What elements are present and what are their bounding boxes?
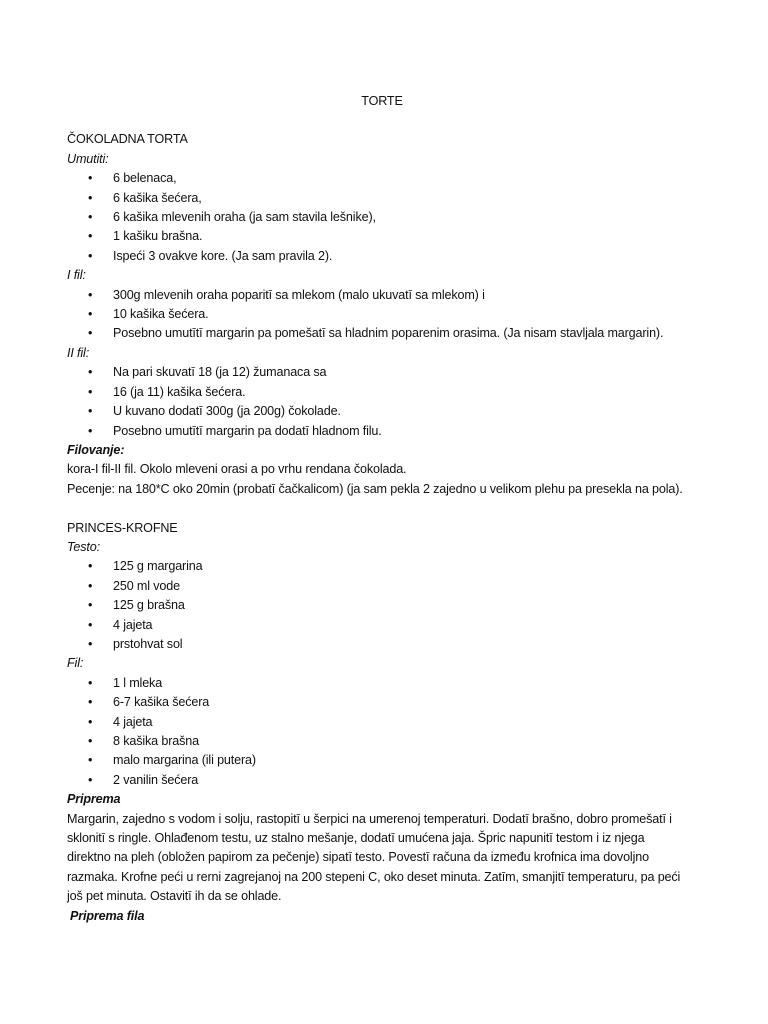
priprema-paragraph [67, 810, 707, 907]
ingredient-list-fil-2 [67, 363, 707, 441]
list-item [67, 422, 707, 441]
list-item [67, 324, 707, 343]
bullet-icon: • [88, 675, 93, 690]
list-item-text: 16 (ja 11) kašika šećera. [113, 384, 246, 399]
section-gap [67, 499, 707, 518]
list-item-text: Posebno umutītī margarin pa pomešatī sa hladnim poparenim orasima. (Ja nisam stavljala margarin). [113, 326, 664, 341]
list-item-text: 6 kašika šećera, [113, 190, 202, 205]
list-item [67, 596, 707, 615]
bullet-icon: • [88, 171, 93, 186]
list-item [67, 693, 707, 712]
list-item-text: 250 ml vode [113, 578, 180, 593]
ingredient-list-testo [67, 557, 707, 654]
list-item-text: 6-7 kašika šećera [113, 695, 210, 710]
bullet-icon: • [88, 229, 93, 244]
list-item-text: prstohvat sol [113, 636, 183, 651]
bullet-icon: • [88, 384, 93, 399]
bullet-icon: • [88, 190, 93, 205]
bullet-icon: • [88, 636, 93, 651]
bullet-icon: • [88, 714, 93, 729]
list-item [67, 732, 707, 751]
list-item [67, 286, 707, 305]
pecenje-text: Pecenje: na 180*C oko 20min (probatī čačkalicom) (ja sam pekla 2 zajedno u velikom plehu pa presekla na pola). [67, 481, 683, 496]
bullet-icon: • [88, 559, 93, 574]
recipe-cokoladna-torta [67, 130, 707, 499]
list-item-text: Ispeći 3 ovakve kore. (Ja sam pravila 2). [113, 248, 333, 263]
document-title: TORTE [361, 94, 403, 108]
bullet-icon: • [88, 772, 93, 787]
paragraph-line: direktno na pleh (obložen papirom za pečenje) sipatī testo. Povestī računa da između krofnica ima dovoljno [67, 850, 649, 865]
list-item [67, 557, 707, 576]
recipe-title: ČOKOLADNA TORTA [67, 132, 188, 147]
list-item-text: 6 belenaca, [113, 171, 177, 186]
section-label-filovanje: Filovanje: [67, 442, 125, 457]
list-item [67, 402, 707, 421]
list-item-text: 1 l mleka [113, 675, 163, 690]
ingredient-list-fil [67, 674, 707, 790]
list-item-text: Na pari skuvatī 18 (ja 12) žumanaca sa [113, 365, 327, 380]
bullet-icon: • [88, 404, 93, 419]
bullet-icon: • [88, 365, 93, 380]
section-label-priprema: Priprema [67, 792, 121, 807]
section-label-umutiti: Umutiti: [67, 151, 109, 166]
list-item [67, 751, 707, 770]
list-item-text: 4 jajeta [113, 714, 153, 729]
bullet-icon: • [88, 248, 93, 263]
section-label-testo: Testo: [67, 539, 100, 554]
list-item [67, 713, 707, 732]
list-item-text: 1 kašiku brašna. [113, 229, 203, 244]
list-item-text: U kuvano dodatī 300g (ja 200g) čokolade. [113, 404, 341, 419]
bullet-icon: • [88, 423, 93, 438]
paragraph-line: razmaka. Krofne peći u rerni zagrejanoj na 200 stepeni C, oko deset minuta. Zatīm, smanjitī temperaturu, pa peći [67, 869, 681, 884]
list-item [67, 616, 707, 635]
bullet-icon: • [88, 598, 93, 613]
list-item [67, 305, 707, 324]
list-item-text: 10 kašika šećera. [113, 307, 209, 322]
list-item [67, 363, 707, 382]
list-item-text: malo margarina (ili putera) [113, 753, 256, 768]
document-page [67, 92, 707, 926]
list-item-text: 8 kašika brašna [113, 733, 199, 748]
bullet-icon: • [88, 733, 93, 748]
ingredient-list-fil-1 [67, 286, 707, 344]
bullet-icon: • [88, 210, 93, 225]
list-item [67, 635, 707, 654]
list-item [67, 247, 707, 266]
section-label-fil-1: I fil: [67, 268, 86, 283]
bullet-icon: • [88, 695, 93, 710]
filovanje-text: kora-I fil-II fil. Okolo mleveni orasi a po vrhu rendana čokolada. [67, 462, 407, 477]
paragraph-line: još pet minuta. Ostavitī ih da se ohlade. [67, 889, 282, 904]
list-item-text: 2 vanilin šećera [113, 772, 199, 787]
section-label-priprema-fila: Priprema fila [70, 908, 145, 923]
bullet-icon: • [88, 307, 93, 322]
list-item-text: 300g mlevenih oraha poparitī sa mlekom (malo ukuvatī sa mlekom) i [113, 287, 485, 302]
list-item [67, 577, 707, 596]
list-item [67, 383, 707, 402]
list-item [67, 208, 707, 227]
list-item [67, 227, 707, 246]
list-item [67, 169, 707, 188]
ingredient-list-umutiti [67, 169, 707, 266]
paragraph-line: Margarin, zajedno s vodom i solju, rastopitī u šerpici na umerenoj temperaturi. Dodatī brašno, dobro promešatī i [67, 811, 672, 826]
list-item [67, 771, 707, 790]
bullet-icon: • [88, 326, 93, 341]
section-label-fil-2: II fil: [67, 345, 90, 360]
list-item [67, 674, 707, 693]
list-item-text: 4 jajeta [113, 617, 153, 632]
recipe-princes-krofne [67, 519, 707, 927]
recipe-title: PRINCES-KROFNE [67, 520, 178, 535]
list-item-text: Posebno umutītī margarin pa dodatī hladnom filu. [113, 423, 382, 438]
list-item-text: 6 kašika mlevenih oraha (ja sam stavila lešnike), [113, 210, 376, 225]
paragraph-line: sklonitī s ringle. Ohlađenom testu, uz stalno mešanje, dodatī umućena jaja. Špric napunitī testom i iz njega [67, 831, 645, 846]
bullet-icon: • [88, 617, 93, 632]
list-item-text: 125 g brašna [113, 598, 185, 613]
bullet-icon: • [88, 578, 93, 593]
list-item-text: 125 g margarina [113, 559, 203, 574]
bullet-icon: • [88, 287, 93, 302]
section-label-fil: Fil: [67, 656, 84, 671]
list-item [67, 189, 707, 208]
bullet-icon: • [88, 753, 93, 768]
